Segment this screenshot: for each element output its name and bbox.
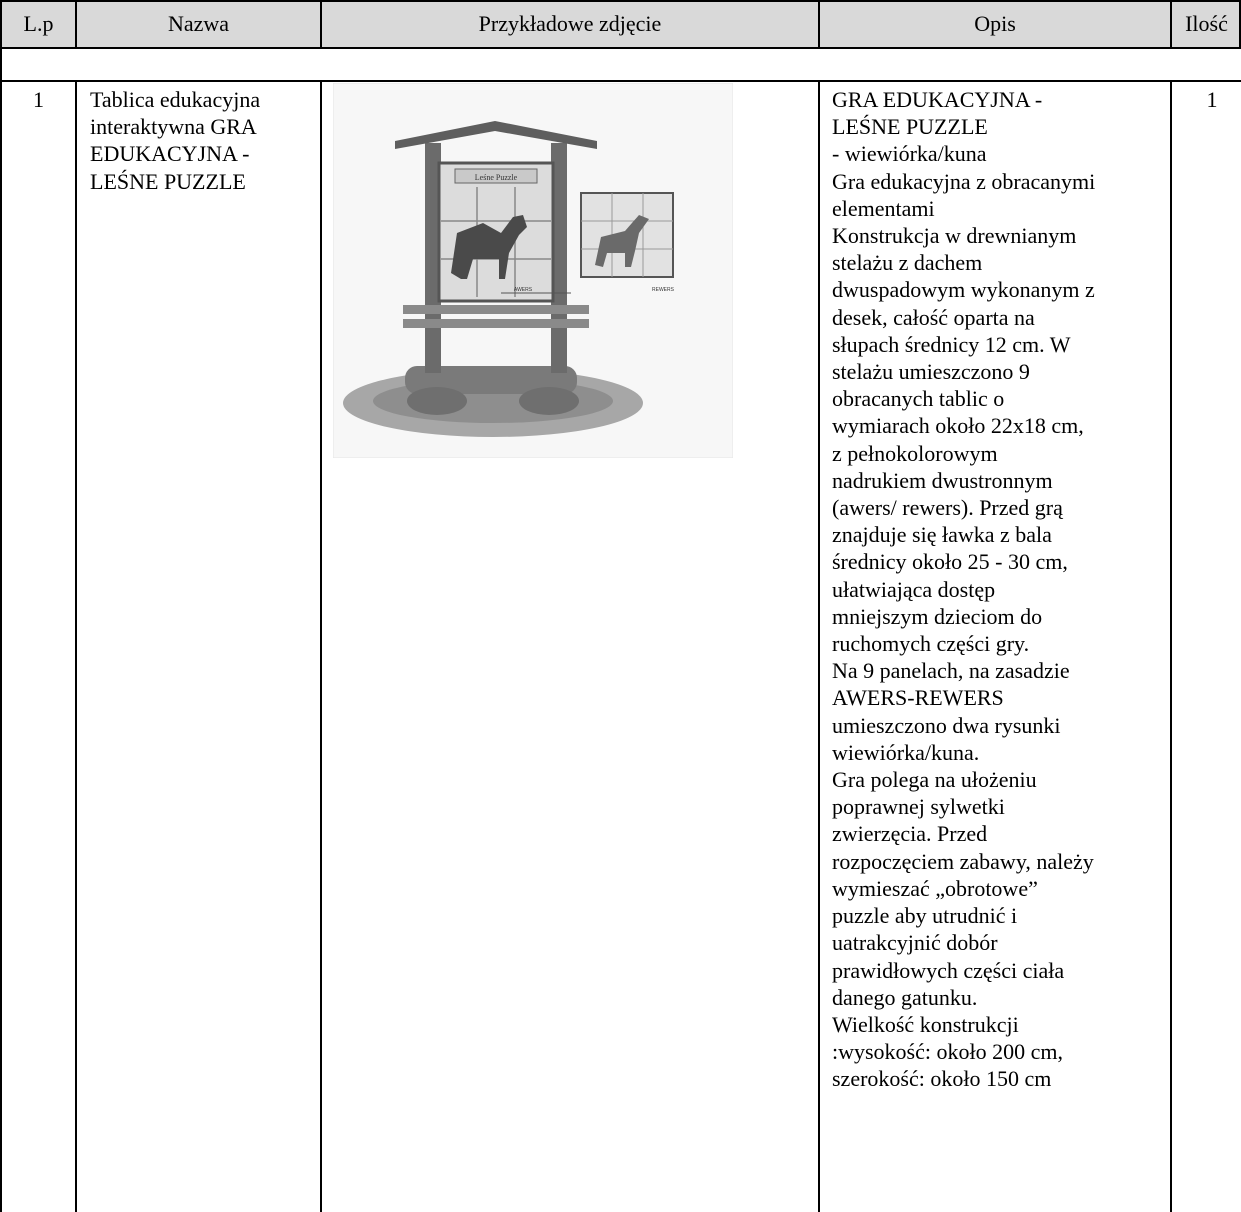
row-nazwa: Tablica edukacyjna interaktywna GRA EDUKACYJNA - LEŚNE PUZZLE	[90, 87, 261, 194]
header-border-bottom	[1, 47, 1241, 49]
col-divider	[320, 0, 322, 48]
board-title: Leśne Puzzle	[474, 173, 518, 182]
col-divider	[75, 80, 77, 1212]
col-divider	[1170, 80, 1172, 1212]
col-divider	[320, 80, 322, 1212]
col-divider	[1170, 0, 1172, 48]
col-divider	[818, 80, 820, 1212]
row-ilosc: 1	[1206, 87, 1218, 112]
row-opis: GRA EDUKACYJNA - LEŚNE PUZZLE - wiewiórka/kuna Gra edukacyjna z obracanymi elementami Konstrukcja w drewnianym stelażu z dachem dwuspadowym wykonanym z desek, całość oparta na słupach średnicy 12 cm. W stelażu umieszczono 9 obracanych tablic o wymiarach około 22x18 cm, z pełnokolorowym nadrukiem dwustronnym (awers/ rewers). Przed grą znajduje się ławka z bala średnicy około 25 - 30 cm, ułatwiająca dostęp mniejszym dzieciom do ruchomych części gry. Na 9 panelach, na zasadzie AWERS-REWERS umieszczono dwa rysunki wiewiórka/kuna. Gra polega na ułożeniu poprawnej sylwetki zwierzęcia. Przed rozpoczęciem zabawy, należy wymieszać „obrotowe” puzzle aby utrudnić i uatrakcyjnić dobór prawidłowych części ciała danego gatunku. Wielkość konstrukcji :wysokość: około 200 cm, szerokość: około 150 cm	[832, 87, 1096, 1092]
col-divider	[818, 0, 820, 48]
header-lp: L.p	[23, 11, 54, 36]
col-divider	[75, 0, 77, 48]
example-photo	[333, 83, 733, 458]
header-nazwa: Nazwa	[167, 11, 230, 36]
header-ilosc: Ilość	[1185, 11, 1228, 36]
header-zdjecie: Przykładowe zdjęcie	[478, 11, 662, 36]
table-border-top	[1, 0, 1241, 2]
table-border-left	[0, 0, 2, 1212]
spacer-row-border	[1, 80, 1241, 82]
header-opis: Opis	[974, 11, 1016, 36]
label-awers: AWERS	[513, 287, 533, 293]
row-lp: 1	[33, 87, 44, 112]
label-rewers: REWERS	[652, 287, 674, 293]
